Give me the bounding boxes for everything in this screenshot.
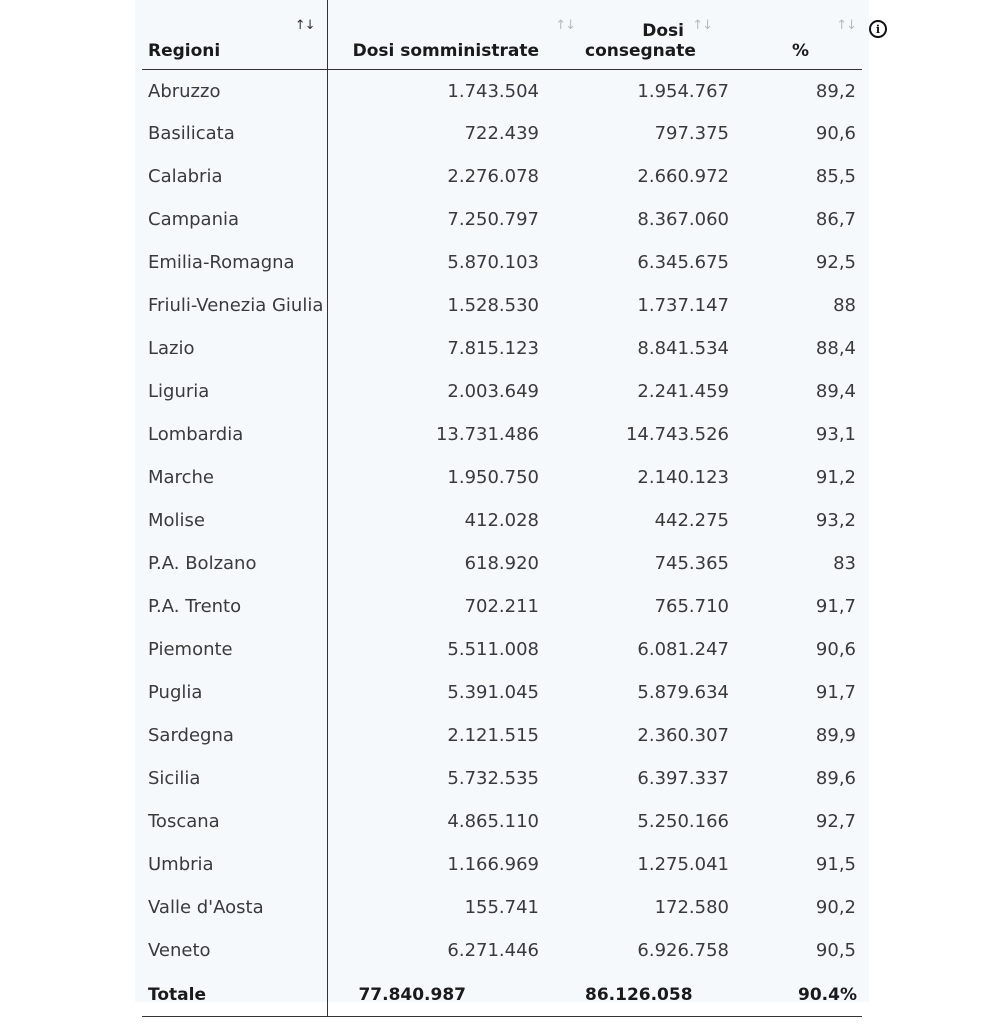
info-icon[interactable]: i xyxy=(869,20,887,38)
cell-region: Lazio xyxy=(142,327,327,370)
cell-delivered: 1.954.767 xyxy=(637,81,729,103)
cell-administered: 722.439 xyxy=(464,123,539,144)
cell-administered: 702.211 xyxy=(464,596,539,617)
table-row xyxy=(142,112,862,155)
header-delivered-label: Dosi consegnate xyxy=(585,20,696,61)
cell-administered: 7.250.797 xyxy=(447,209,539,230)
cell-percent: 90,6 xyxy=(815,639,856,660)
table-row xyxy=(142,327,862,370)
cell-percent: 85,5 xyxy=(815,166,856,187)
vaccine-table-container xyxy=(142,0,862,1017)
cell-delivered: 6.345.675 xyxy=(637,252,729,273)
cell-delivered: 1.275.041 xyxy=(637,854,729,875)
cell-delivered: 6.397.337 xyxy=(637,768,729,789)
cell-administered: 13.731.486 xyxy=(435,424,539,445)
table-row xyxy=(142,284,862,327)
cell-administered: 1.950.750 xyxy=(447,467,539,488)
cell-delivered: 745.365 xyxy=(654,553,729,574)
cell-administered: 2.121.515 xyxy=(447,725,539,746)
vaccine-doses-table xyxy=(142,0,862,1017)
cell-administered: 1.528.530 xyxy=(447,295,539,316)
header-region[interactable] xyxy=(142,0,327,69)
table-row xyxy=(142,155,862,198)
cell-delivered: 442.275 xyxy=(654,510,729,531)
cell-administered: 5.511.008 xyxy=(447,639,539,660)
cell-delivered: 765.710 xyxy=(654,596,729,617)
cell-delivered: 6.081.247 xyxy=(637,639,729,660)
table-row xyxy=(142,757,862,800)
total-delivered: 86.126.058 xyxy=(579,972,792,1016)
cell-delivered: 6.926.758 xyxy=(637,940,729,961)
cell-administered: 1.166.969 xyxy=(447,854,539,875)
cell-region: Veneto xyxy=(142,929,327,972)
table-body xyxy=(142,69,862,972)
cell-percent: 92,7 xyxy=(815,811,856,832)
cell-region: Emilia-Romagna xyxy=(142,241,327,284)
table-row xyxy=(142,370,862,413)
header-row xyxy=(142,0,862,69)
table-row xyxy=(142,241,862,284)
cell-delivered: 1.737.147 xyxy=(637,295,729,316)
cell-percent: 90,5 xyxy=(815,940,856,961)
cell-percent: 89,2 xyxy=(815,81,856,103)
cell-region: Friuli-Venezia Giulia xyxy=(142,284,327,327)
cell-percent: 91,7 xyxy=(815,682,856,703)
table-row xyxy=(142,499,862,542)
cell-region: Sardegna xyxy=(142,714,327,757)
table-row xyxy=(142,800,862,843)
header-delivered[interactable] xyxy=(579,0,792,69)
cell-percent: 91,5 xyxy=(815,854,856,875)
cell-percent: 89,4 xyxy=(815,381,856,402)
cell-percent: 92,5 xyxy=(815,252,856,273)
cell-region: Campania xyxy=(142,198,327,241)
cell-delivered: 8.367.060 xyxy=(637,209,729,230)
table-row xyxy=(142,886,862,929)
header-percent[interactable] xyxy=(792,0,862,69)
cell-region: Valle d'Aosta xyxy=(142,886,327,929)
cell-region: Lombardia xyxy=(142,413,327,456)
cell-percent: 91,7 xyxy=(815,596,856,617)
cell-region: Molise xyxy=(142,499,327,542)
cell-delivered: 2.241.459 xyxy=(637,381,729,402)
cell-delivered: 172.580 xyxy=(654,897,729,918)
sort-percent-icon[interactable]: ↑↓ xyxy=(836,18,856,33)
cell-administered: 5.870.103 xyxy=(447,252,539,273)
sort-administered-icon[interactable]: ↑↓ xyxy=(555,18,575,33)
cell-delivered: 5.250.166 xyxy=(637,811,729,832)
cell-region: Abruzzo xyxy=(142,69,327,112)
cell-percent: 89,6 xyxy=(815,768,856,789)
cell-administered: 412.028 xyxy=(464,510,539,531)
sort-delivered-icon[interactable]: ↑↓ xyxy=(692,18,712,33)
cell-administered: 5.391.045 xyxy=(447,682,539,703)
header-region-label: Regioni xyxy=(148,40,221,61)
cell-delivered: 5.879.634 xyxy=(637,682,729,703)
cell-region: Umbria xyxy=(142,843,327,886)
header-percent-label: % xyxy=(792,40,810,61)
cell-administered: 6.271.446 xyxy=(447,940,539,961)
total-administered: 77.840.987 xyxy=(327,972,579,1016)
sort-region-icon[interactable]: ↑↓ xyxy=(294,18,315,33)
cell-delivered: 14.743.526 xyxy=(625,424,729,445)
cell-percent: 83 xyxy=(833,553,856,574)
cell-region: Toscana xyxy=(142,800,327,843)
cell-percent: 88 xyxy=(833,295,856,316)
cell-region: Piemonte xyxy=(142,628,327,671)
cell-region: Liguria xyxy=(142,370,327,413)
table-row xyxy=(142,413,862,456)
table-row xyxy=(142,198,862,241)
cell-administered: 1.743.504 xyxy=(447,81,539,103)
cell-region: Marche xyxy=(142,456,327,499)
cell-percent: 89,9 xyxy=(815,725,856,746)
cell-administered: 5.732.535 xyxy=(447,768,539,789)
header-administered[interactable] xyxy=(327,0,579,69)
header-administered-label: Dosi somministrate xyxy=(352,40,539,61)
table-row xyxy=(142,628,862,671)
cell-region: Sicilia xyxy=(142,757,327,800)
cell-delivered: 2.660.972 xyxy=(637,166,729,187)
table-row xyxy=(142,542,862,585)
total-percent: 90.4% xyxy=(792,972,862,1016)
cell-region: P.A. Trento xyxy=(142,585,327,628)
table-row xyxy=(142,714,862,757)
cell-region: Calabria xyxy=(142,155,327,198)
cell-administered: 2.276.078 xyxy=(447,166,539,187)
cell-percent: 93,2 xyxy=(815,510,856,531)
cell-percent: 91,2 xyxy=(815,467,856,488)
table-row xyxy=(142,456,862,499)
cell-administered: 618.920 xyxy=(464,553,539,574)
cell-administered: 155.741 xyxy=(464,897,539,918)
total-row xyxy=(142,972,862,1016)
table-row xyxy=(142,69,862,112)
cell-percent: 88,4 xyxy=(815,338,856,359)
cell-delivered: 8.841.534 xyxy=(637,338,729,359)
cell-percent: 90,6 xyxy=(815,123,856,144)
cell-delivered: 2.360.307 xyxy=(637,725,729,746)
total-label: Totale xyxy=(142,972,327,1016)
cell-percent: 90,2 xyxy=(815,897,856,918)
table-row xyxy=(142,929,862,972)
cell-administered: 4.865.110 xyxy=(447,811,539,832)
table-row xyxy=(142,671,862,714)
cell-percent: 86,7 xyxy=(815,209,856,230)
cell-percent: 93,1 xyxy=(815,424,856,445)
cell-administered: 2.003.649 xyxy=(447,381,539,402)
cell-administered: 7.815.123 xyxy=(447,338,539,359)
cell-region: Puglia xyxy=(142,671,327,714)
table-row xyxy=(142,843,862,886)
cell-delivered: 797.375 xyxy=(654,123,729,144)
cell-region: P.A. Bolzano xyxy=(142,542,327,585)
cell-delivered: 2.140.123 xyxy=(637,467,729,488)
table-row xyxy=(142,585,862,628)
cell-region: Basilicata xyxy=(142,112,327,155)
